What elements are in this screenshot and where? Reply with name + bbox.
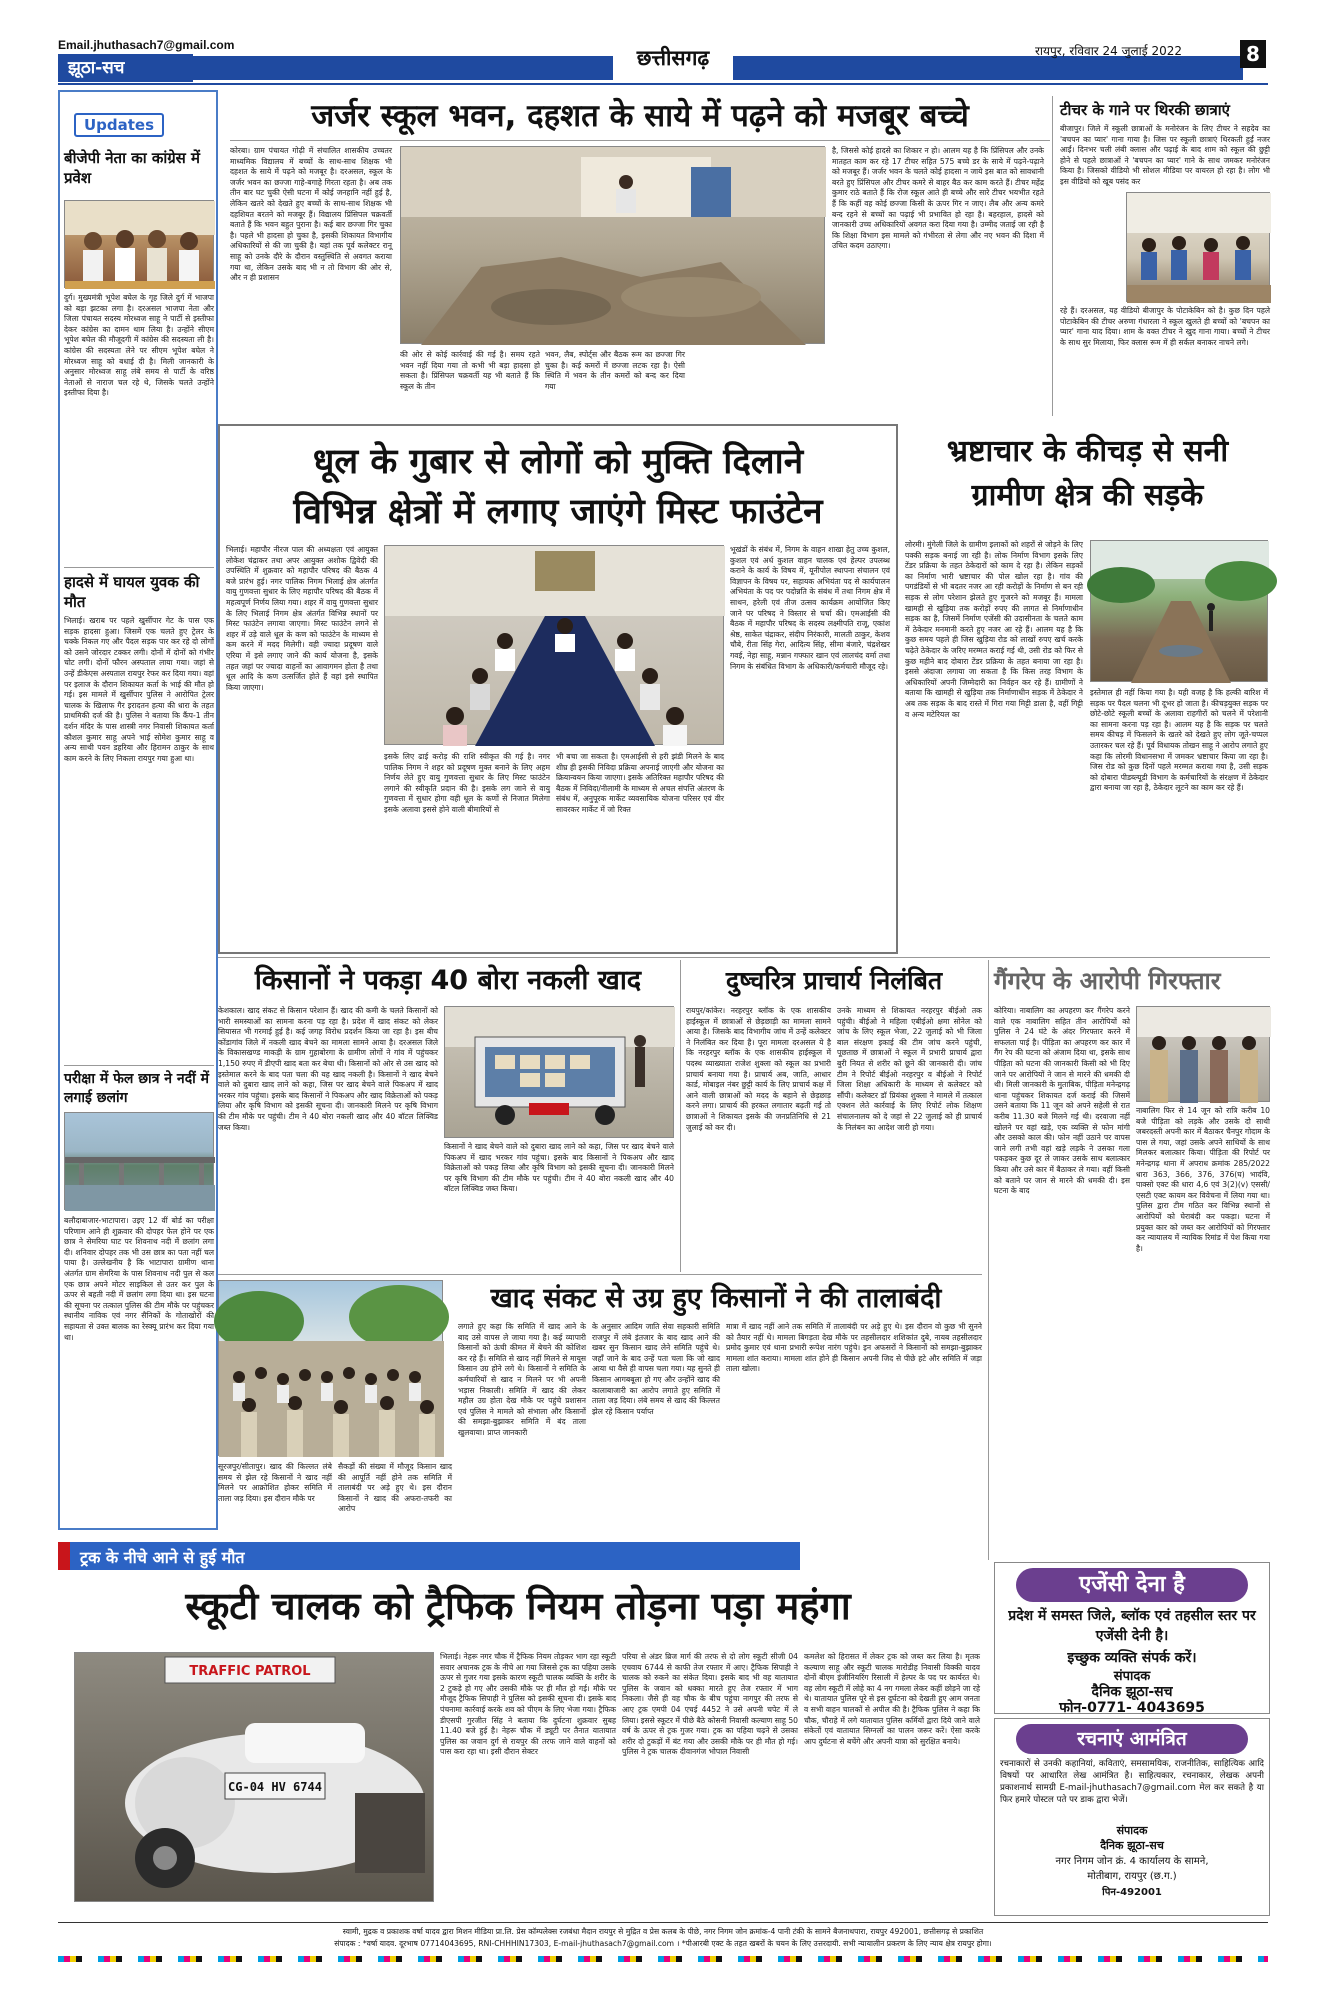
agency-title: एजेंसी देना है xyxy=(1016,1568,1248,1602)
teacher-dance-photo xyxy=(1126,192,1270,302)
rachna-contact-label: संपादक xyxy=(1116,1824,1148,1837)
teacher-body1-top: बीजापुर। जिले में स्कूली छात्राओं के मनोरंजन के लिए टीचर ने सहदेव का 'बचपन का प्यार' गाना गाया है। जिस पर स्कूली छात्राएं थिरकती हुईं नजर आईं। दिनभर चली लंबी क्लास और पढ़ाई के बाद शाम को स्कूल की छुट्टी होने से पहले छात्राओं ने 'बचपन का प्यार' गाने के साथ जमकर मनोरंजन किया है। जिसको वीडियो भी सोशल मीडिया पर वायरल हो रहा है। लोग भी इस वीडियो को खूब पसंद कर xyxy=(1060,124,1270,186)
kisan-col2: किसानों ने खाद बेचने वाले को दुबारा खाद लाने को कहा, जिस पर खाद बेचने वाले पिकअप में खाद भरकर गांव पहुंचा। इसके बाद किसानों ने पिकअप और खाद विक्रेताओं को पकड़ लिया और कृषि विभाग को इसकी सूचना दी। जानकारी मिलने पर कृषि विभाग की टीम मौके पर पहुंची। टीम ने 40 बोरा नकली खाद और 40 बॉटल लिक्विड जब्त किया। xyxy=(444,1142,674,1194)
accused-arrest-photo xyxy=(1136,1006,1270,1102)
principal-gangrape-divider xyxy=(988,960,989,1560)
roads-headline-line1: भ्रष्टाचार के कीचड़ से सनी xyxy=(946,434,1229,469)
khad-col2: सैकड़ों की संख्या में मौजूद किसान खाद की आपूर्ति नहीं होने तक समिति में तालाबंदी पर अड़े हुए थे। इस दौरान किसानों ने खाद की अफरा-तफरी का आरोप xyxy=(338,1462,452,1514)
updates-story2-headline: हादसे में घायल युवक की मौत xyxy=(64,573,200,611)
scooty-col2: परिया से अंडर ब्रिज मार्ग की तरफ से दो लोग स्कूटी सीजी 04 एचवाय 6744 से काफी तेज रफ्तार में आए। ट्रैफिक सिपाही ने चालक को रुकने का संकेत दिया। इसके बाद भी वह यातायात पुलिस के जवान को धक्का मारते हुए तेज रफ्तार में भाग निकला। जैसे ही वह चौक के बीच पहुंचा नागपुर की तरफ से आए ट्रक एमपी 04 एचई 4452 ने उसे अपनी चपेट में ले लिया। इससे स्कूटर में पीछे बैठे कोसनी निवासी कल्याण साहू 50 वर्ष के ऊपर से ट्रक गुजर गया। ट्रक का पहिया चढ़ने से उसका शरीर दो टुकड़ों में बंट गया और उसकी मौके पर ही मौत हो गई। पुलिस ने ट्रक चालक दीवानगंज भोपाल निवासी xyxy=(622,1652,798,1757)
rachna-title: रचनाएं आमंत्रित xyxy=(1016,1724,1248,1754)
rachna-pin: पिन-492001 xyxy=(1102,1887,1162,1898)
updates-story1-body: दुर्ग। मुख्यमंत्री भूपेश बघेल के गृह जिले दुर्ग में भाजपा को बड़ा झटका लगा है। दरअसल भाजपा नेता और जिला पंचायत सदस्य मोरध्वज साहू ने पार्टी से इस्तीफा देकर कांग्रेस का दामन थाम लिया है। उन्होंने सीएम भूपेश बघेल की मौजूदगी में कांग्रेस की सदस्यता ली है। कांग्रेस की सदस्यता लेने पर सीएम भूपेश बघेल ने मोरध्वज साहू को बधाई दी है। मिली जानकारी के अनुसार मोरध्वज साहू लंबे समय से पार्टी के वरिष्ठ नेताओं से नाराज चल रहे थे, जिसके चलते उन्होंने इस्तीफा दिया है। xyxy=(64,293,214,398)
updates-story2-body: भिलाई। खराब पर पहले खुर्सीपार गेट के पास एक सड़क हादसा हुआ। जिसमें एक चलते हुए ट्रेलर के चक्के निकल गए और पैदल सड़क पार कर रहे दो लोगों को उसने जोरदार टक्कर लगी। दोनों में दोनों को गंभीर चोट लगी। दोनों फौरन अस्पताल लाया गया। जहां से उन्हें डीकेएस अस्पताल रायपुर रेफर कर दिया गया। वहां पर इलाज के दौरान शिकायत कर्ता के भाई की मौत हो गई। इस मामले में खुर्सीपार पुलिस ने आरोपित ट्रेलर चालक के खिलाफ गैर इरादतन हत्या की धारा के तहत प्राथमिकी दर्ज की है। पुलिस ने बताया कि कैंप-1 तीन दर्शन मंदिर के पास शास्त्री नगर निवासी शिकायत कर्ता कौशल कुमार साहू अपने भाई सोमेश कुमार साहू व अन्य साथी पवन डहरिया और हिरामन ठाकुर के साथ काम करने के लिए निकला रायपुर गया हुआ था। xyxy=(64,616,214,763)
updates-divider-1 xyxy=(64,567,214,568)
kisan-headline: किसानों ने पकड़ा 40 बोरा नकली खाद xyxy=(254,965,642,996)
registration-marks xyxy=(58,1956,1268,1962)
mist-headline-line2: विभिन्न क्षेत्रों में लगाए जाएंगे मिस्ट फाउंटेन xyxy=(293,492,823,532)
scooty-col1: भिलाई। नेहरू नगर चौक में ट्रैफिक नियम तोड़कर भाग रहा स्कूटी सवार अचानक ट्रक के नीचे आ गया जिससे ट्रक का पहिया उसके ऊपर से गुजर गया इसके कारण स्कूटी चालक व्यक्ति के शरीर के 2 टुकड़े हो गए और उसकी मौके पर ही मौत हो गई। मौके पर मौजूद ट्रैफिक सिपाही ने पुलिस को इसकी सूचना दी। इसके बाद पंचनामा कार्रवाई करके शव को पीएम के लिए भेजा गया। ट्रैफिक डीएसपी गुरजीत सिंह ने बताया कि दुर्घटना शुक्रवार सुबह 11.40 बजे हुई है। नेहरू चौक में ड्यूटी पर तैनात यातायात पुलिस का जवान दुर्ग से रायपुर की तरफ जाने वाले वाहनों को पास करा रहा था। इसी दौरान सेक्टर xyxy=(440,1652,616,1757)
rachna-body: रचनाकारों से उनकी कहानियां, कविताएं, समसामयिक, राजनीतिक, साहित्यिक आदि विषयों पर आधारित लेख आमंत्रित है। साहित्यकार, रचनाकार, लेखक अपनी प्रकाशनार्थ सामग्री E-mail-jhuthasach7@gmail.com मेल कर सकते है या फिर हमारे पोस्टल पते पर डाक द्वारा भेजें। xyxy=(1000,1759,1264,1805)
scooty-accident-photo xyxy=(74,1652,434,1902)
khad-col5: मात्रा में खाद नहीं आने तक समिति में तालाबंदी पर अड़े हुए थे। इस दौरान वो कुछ भी सुनने को तैयार नहीं थे। मामला बिगड़ता देख मौके पर तहसीलदार शशिकांत दुबे, नायब तहसीलदार प्रमोद कुमार एवं थाना प्रभारी रूपेश नारंग पहुंचे। इन अफसरों ने किसानों को समझा-बुझाकर मामला शांत कराया। मामला शांत होने ही किसान अपनी जिद से पीछे हटे और समिति में जड़ा ताला खोला। xyxy=(726,1322,982,1374)
teacher-headline: टीचर के गाने पर थिरकी छात्राएं xyxy=(1060,101,1230,119)
roads-headline-line2: ग्रामीण क्षेत्र की सड़के xyxy=(971,478,1204,513)
kisan-col1: केशकाल। खाद संकट से किसान परेशान हैं। खाद की कमी के चलते किसानों को भारी समस्याओं का सामना करना पड़ रहा है। प्रदेश में खाद संकट को लेकर सियासत भी गरमाई हुई है। कई जगह विरोध प्रदर्शन किया जा रहा है। इस बीच कोंडागांव जिले में नकली खाद बेचने का मामला सामने आया है। दरअसल जिले के विकासखण्ड माकड़ी के ग्राम गुहाबोरगा के ग्रामीण लोगों ने गांव में पहुंचकर 1,150 रुपए में डीएपी खाद बता कर बेचा थी। किसानों को ओर से उस खाद को इस्तेमाल करने के बाद पता चला की यह खाद नकली है। किसानों ने खाद बेचने वाले को दुबारा खाद लाने को कहा, जिस पर खाद बेचने वाले पिकअप में खाद भरकर गांव पहुंचा। इसके बाद किसानों ने पिकअप और खाद विक्रेताओं को पकड़ लिया और कृषि विभाग को इसकी सूचना दी। जानकारी मिलने पर कृषि विभाग की टीम मौके पर पहुंची। टीम ने 40 बोरा नकली खाद और 40 बॉटल लिक्विड जब्त किया। xyxy=(218,1006,438,1132)
lead-col4: है, जिससे कोई हादसे का शिकार न हो। आलम यह है कि प्रिंसिपल और उनके मातहत काम कर रहे 17 टीचर सहित 575 बच्चे डर के साये में पढ़ने-पढ़ाने को मजबूर हैं। जर्जर भवन के चलते कोई हादसा न जाये इस बात को सावधानी बरते हुए प्रिंसिपल और टीचर कमरे से बाहर बैठ कर काम करते हैं। टीचर महेंद्र कुमार राठे बताते हैं कि रोज स्कूल आते ही बच्चे और सारे टीचर भयभीत रहते हैं कि कहीं वह कोई छज्जा किसी के ऊपर गिर न जाए। लैब और अन्य कमरे बन्द रहने से बच्चों का पढ़ाई भी प्रभावित हो रहा है। बहरहाल, हादसे को जानकारी उच्च अधिकारियों अवगत करा दिया गया है। उम्मीद जताई जा रही है कि शिक्षा विभाग इस मामले को गंभीरता से लेगा और नए भवन की दिशा में उचित कदम उठाएगा। xyxy=(832,146,1044,251)
lead-col3: भवन, लैब, स्पोर्ट्स और बैठक रूम का छज्जा गिर चुका है। कई कमरों में छज्जा लटक रहा है। ऐसी स्थिति में भवन के तीन कमरों को बन्द कर दिया गया xyxy=(545,350,685,391)
kisan-principal-divider xyxy=(680,960,681,1272)
lead-rule xyxy=(230,140,1050,141)
mist-col3: भी बचा जा सकता है। एमआईसी से हरी झंडी मिलने के बाद शीघ्र ही इसकी निविदा प्रक्रिया अपनाई जाएगी और योजना का क्रियान्वयन किया जाएगा। इसके अतिरिक्त महापौर परिषद की बैठक में निविदा/नीलामी के माध्यम से अचल संपत्ति अंतरण के संबंध में, अनुपूरक मार्केट व्यवसायिक योजना परिसर एवं वीर सावरकर मार्केट में जो रिक्त xyxy=(556,752,724,814)
gangrape-col1-rest xyxy=(994,1150,1130,1556)
muddy-road-photo xyxy=(1090,540,1268,682)
footer-line1: स्वामी, मुद्रक व प्रकाशक वर्षा यादव द्वारा मिशन मीडिया प्रा.लि. प्रेस कॉम्पलेक्स रजबंधा मैदान रायपुर से मुद्रित व प्रेस कलब के पीछे, नगर निगम जोन क्रमांक-4 पानी टंकी के सामने बैजनाथपारा, रायपुर 492001, छत्तीसगढ़ से प्रकाशित xyxy=(342,1927,984,1936)
scooty-photo-sign: TRAFFIC PATROL xyxy=(189,1664,311,1679)
lead-headline: जर्जर स्कूल भवन, दहशत के साये में पढ़ने को मजबूर बच्चे xyxy=(311,98,969,134)
scooty-photo-plate: CG-04 HV 6744 xyxy=(228,1780,322,1794)
khad-col4: के अनुसार आदिम जाति सेवा सहकारी समिति राजपुर में लंबे इंतजार के बाद खाद आने की खबर सुन किसान खाद लेने समिति पहुंचे थे। जहाँ जाने के बाद उन्हें पता चला कि जो खाद आया था वैसे ही वापस चला गया। यह सुनते ही किसान आगबबूला हो गए और उन्होंने खाद की कालाबाजारी का आरोप लगाते हुए समिति में ताला जड़ दिया। लंबे समय से खाद की किल्लत झेल रहे किसान पर्याप्त xyxy=(592,1322,720,1416)
updates-tag: Updates xyxy=(74,113,164,137)
masthead-paper-name: झूठा-सच xyxy=(58,54,193,82)
agency-contact-name: दैनिक झूठा-सच xyxy=(1091,1684,1173,1700)
footer-rule xyxy=(58,1922,1268,1923)
agency-phone: फोन-0771- 4043695 xyxy=(1059,1700,1205,1716)
principal-col1: रायपुर/कांकेर। नरहरपुर ब्लॉक के एक शासकीय हाईस्कूल में छात्राओं से छेड़छाड़ी का मामला सामने आया है। जिसके बाद विभागीय जांच में उन्हें कलेक्टर ने निलंबित कर दिया है। पूरा मामला दरअसल ये है कि नरहरपुर ब्लॉक के एक शासकीय हाईस्कूल में पदस्थ व्याख्याता राजेश शुक्ला को स्कूल का प्रभारी प्राचार्य बनाया गया है। प्राचार्य अब, जाति, आधार कार्ड, मोबाइल नंबर छुट्टी कार्य के लिए प्राचार्य कक्ष में आने वाली छात्राओं को मदद के बहाने से छेड़छाड़ करने लगा। प्राचार्य की हरकत लगातार बढ़ती गई तो छात्राओं ने शिकायत इसके की जनप्रतिनिधि से 21 जुलाई को कर दी। xyxy=(686,1006,831,1132)
roads-col1: लोरमी। मुंगेली जिले के ग्रामीण इलाकों को शहरों से जोड़ने के लिए पक्की सड़क बनाई जा रही है। लोक निर्माण विभाग इसके लिए टेंडर प्रक्रिया के तहत ठेकेदारों को काम दे रहा है। लेकिन सड़कों का निर्माण भारी भ्रष्टाचार की पोल खोल रहा है। गांव की पगडंडियों से भी बदतर नजर आ रही करोड़ों के निर्माण से बन रही सड़क से लोग परेशान झेलते हुए गुजरने को मजबूर हैं। मामला खामही से खुड़िया तक करोड़ों रुपए की लागत से निर्माणाधीन सड़क का है, जिसमें निर्माण एजेंसी की उदासीनता के चलते काम में ठेकेदार मनमानी करते हुए नजर आ रहे हैं। आलम यह है कि कुछ समय पहले ही जिस खुड़िया रोड को लाखों रुपए खर्च करके चढ़ेते ठेकेदार के जरिए मरम्मत कराई गई थी, उसी रोड को फिर से कुछ महीने बाद दोबारा टेंडर प्रक्रिया के तहत बनाया जा रहा है। इससे अंदाजा लगाया जा सकता है कि किस तरह विभाग के अधिकारियों अपनी जिम्मेदारी का निर्वहन कर रहे हैं। ग्रामीणों ने बताया कि खामही से खुड़िया तक निर्माणाधीन सड़क में ठेकेदार ने अब तक सड़क के बाद रास्ते में गिरा गया मिट्टी डाला है, वहीं गिट्टी व अन्य मटेरियल का xyxy=(905,540,1083,719)
river-bridge-photo xyxy=(64,1112,214,1210)
lead-col1: कोरबा। ग्राम पंचायत गोढ़ी में संचालित शासकीय उच्चतर माध्यमिक विद्यालय में बच्चों के साथ-साथ शिक्षक भी दहशत के साये में पढ़ने को मजबूर है। दरअसल, स्कूल के जर्जर भवन का छज्जा गाहे-बगाहे गिरता रहता है। अब तक तीन बार घट चुकी ऐसी घटना में कोई जनहानि नहीं हुई है, लेकिन खतरे को देखते हुए बच्चों के साथ-साथ शिक्षक भी दहशियत बरतने को मजबूर हैं। विद्यालय प्रिंसिपल चक्रवर्ती बताते हैं कि भवन बहुत पुराना है। कई बार छज्जा गिर चुका है। पहले भी हादसा हो चुका है, इसकी शिकायत विभागीय अधिकारियों से की जा चुकी है। यहां तक पूर्व कलेक्टर रानू साहू को उनके दौरे के दौरान वस्तुस्थिति से अवगत कराया गया था, लेकिन उसके बाद भी न तो विभाग की ओर से, और न ही प्रशासन xyxy=(230,146,392,283)
meeting-photo xyxy=(384,545,724,745)
roads-col2: इस्तेमाल ही नहीं किया गया है। यही वजह है कि हल्की बारिश में सड़क पर पैदल चलना भी दूभर हो जाता है। कीचड़युक्त सड़क पर छोटे-छोटे स्कूली बच्चों के अलावा राहगीरों को चलने में परेशानी का सामना करना पड़ रहा है। आलम यह है कि सड़क पर चलते समय कीचड़ में फिसलने के खतरे को देखते हुए लोग जूते-चप्पल उतारकर चल रहे हैं। पूर्व विधायक तोखन साहू ने आरोप लगाते हुए कहा कि लोरमी विधानसभा में जमकर भ्रष्टाचार किया जा रहा है। जिस रोड को कुछ दिनों पहले मरम्मत कराया गया है, उसी सड़क को दोबारा पीडब्ल्यूडी विभाग के कर्मचारियों के संरक्षण में ठेकेदार द्वारा बनाया जा रहा है, ठेकेदार लूटने का काम कर रहे हैं। xyxy=(1090,688,1268,793)
gangrape-headline: गैंगरेप के आरोपी गिरफ्तार xyxy=(994,967,1221,995)
footer-line2: संपादक : *वर्षा यादव. दूरभाष 07714043695, RNI-CHHHIN17303, E-mail-jhuthasach7@gmail.com । *पीआरबी एक्ट के तहत खबरों के चयन के लिए उत्तरदायी. सभी न्यायालीन प्रकरण के लिए न्याय क्षेत्र रायपुर होगा। xyxy=(334,1939,992,1948)
principal-headline: दुष्चरित्र प्राचार्य निलंबित xyxy=(725,966,943,995)
masthead-bar-right xyxy=(733,56,1243,80)
gangrape-col2: नाबालिग फिर से 14 जून को रात्रि करीब 10 बजे पीड़िता को लड़के और उसके दो साथी जबरदस्ती अपनी कार में बैठाकर चैनपुर गोदाम के पास ले गया, जहां उसके अपने साथियों के साथ मिलकर बलात्कार किया। पीड़िता की रिपोर्ट पर मनेन्द्रगढ़ थाना में अपराध क्रमांक 285/2022 धारा 363, 366, 376, 376(घ) भादंवि, पाक्सो एक्ट की धारा 4,6 एवं 3(2)(v) एससी/एसटी एक्ट कायम कर विवेचना में लिया गया था। पुलिस द्वारा टीम गठित कर विभिन्न स्थानों से आरोपियों को घेराबंदी कर पकड़ा। घटना में प्रयुक्त कार को जब्त कर आरोपियों को गिरफ्तार कर न्यायालय में न्यायिक रिमांड में पेश किया गया है। xyxy=(1136,1106,1270,1253)
masthead-email: Email.jhuthasach7@gmail.com xyxy=(58,38,235,52)
rachna-address2: मोतीबाग, रायपुर (छ.ग.) xyxy=(1087,1871,1177,1882)
rachna-address1: नगर निगम जोन क्रं. 4 कार्यालय के सामने, xyxy=(1055,1856,1209,1867)
khad-col1: सूरजपुर/सीतापुर। खाद की किल्लत लंबे समय से झेल रहे किसानों ने खाद नहीं मिलने पर आक्रोशित होकर समिति में ताला जड़ दिया। इस दौरान मौके पर xyxy=(218,1462,332,1503)
scooty-kicker: ट्रक के नीचे आने से हुई मौत xyxy=(80,1548,245,1567)
teacher-body2: रहे हैं। दरअसल, यह वीडियो बीजापुर के पोटाकेबिन को है। कुछ दिन पहले पोटाकेबिन की टीचर अरुणा गंधारला ने स्कूल खुलते ही बच्चों को 'बचपन का प्यार' गाना याद दिया। शाम के वक्त टीचर ने खुद गाना गाया। बच्चों ने टीचर के साथ सुर मिलाया, फिर क्लास रूम में ही सर्कल बनाकर नाचने लगे। xyxy=(1060,306,1270,347)
scooty-headline: स्कूटी चालक को ट्रैफिक नियम तोड़ना पड़ा महंगा xyxy=(185,1584,851,1628)
agency-line1: प्रदेश में समस्त जिले, ब्लॉक एवं तहसील स्तर पर एजेंसी देनी है। xyxy=(1008,1608,1256,1644)
masthead-section: छत्तीसगढ़ xyxy=(636,46,710,70)
fake-fertilizer-truck-photo xyxy=(444,1006,674,1138)
khad-col3: लगाते हुए कहा कि समिति में खाद आने के बाद उसे वापस ले जाया गया है। कई व्यापारी किसानों को ऊंची कीमत में बेचने की कोशिश कर रहे हैं। समिति से खाद नहीं मिलने से मायूस किसान उग्र होने लगे थे। किसानों ने समिति के कर्मचारियों से खाद न मिलने पर भी अपनी भड़ास निकाली। समिति में खाद की लेकर महौल उग्र होता देख मौके पर पहुंचे प्रशासन एवं पुलिस ने मामले को संभाला और किसानों की समझा-बुझाकर समिति में बंद ताला खुलवाया। प्राप्त जानकारी xyxy=(458,1322,586,1437)
bjp-leader-photo xyxy=(64,200,214,288)
teacher-body1-side xyxy=(1060,193,1122,308)
scooty-col3: कमलेश को हिरासत में लेकर ट्रक को जब्त कर लिया है। मृतक कल्याण साहू और स्कूटी चालक मारोडीह निवासी विक्की यादव दोनों बीएम इंजीनियरिंग रिसाली में हेल्पर के पद पर कार्यरत थे। वह लोग स्कूटी में लोहे का 4 नग गमला लेकर कहीं छोड़ने जा रहे थे। यातायात पुलिस पूरे से इस दुर्घटना को देखती हुए आम जनता व सभी वाहन चालकों से अपील की है। ट्रैफिक पुलिस ने कहा कि चौक, चौराहे में लगे यातायात पुलिस कर्मियों द्वारा दिये जाने वाले संकेतों एवं यातायात सिग्नलों का पालन जरूर करें। ऐसा करके आप दुर्घटना से बचेंगे और अपनी यात्रा को सुरक्षित बनाये। xyxy=(804,1652,980,1746)
updates-story3-headline: परीक्षा में फेल छात्र ने नदीं में लगाई छलांग xyxy=(64,1071,210,1106)
lead-col4-tail xyxy=(690,350,826,382)
agency-contact-label: संपादक xyxy=(1113,1669,1151,1684)
rachna-contact-name: दैनिक झूठा-सच xyxy=(1100,1839,1164,1852)
mist-col4: भूखंडों के संबंध में, निगम के वाहन शाखा हेतु उच्च कुशल, कुशल एवं अर्ध कुशल वाहन चालक एवं हेल्पर उपलब्ध कराने के कार्य के विषय में, यूनीपोल स्थापना संचालन एवं विज्ञापन के विषय पर, सहायक अभियंता पद से कार्यपालन अभियंता के पद पर पदोन्नति के संबंध में तथा निगम क्षेत्र में साथन, हरेली एवं तीज उत्सव कार्यक्रम आयोजित किए जाने पर परिषद ने विस्तार से चर्चा की। एमआईसी की बैठक में महापौर परिषद के सदस्य लक्ष्मीपति राजू, एकांश श्रेष्ठ, साकेत चंद्राकर, संदीप निरंकारी, मालती ठाकुर, केशव चौबे, रीता सिंह गेरा, आदित्य सिंह, सीमा बंजारे, चंद्रशेखर गवई, नेहा साहू, मन्नान गफ्फार खान एवं लालचंद वर्मा तथा निगम के संबंधित विभाग के अधिकारी/कर्मचारी मौजूद रहे। xyxy=(730,545,890,671)
agency-line2: इच्छुक व्यक्ति संपर्क करें। xyxy=(1067,1650,1197,1666)
gangrape-col1-top: कोरिया। नाबालिग का अपहरण कर गैंगरेप करने वाले एक नाबालिग सहित तीन आरोपियों को पुलिस ने 24 घंटे के अंदर गिरफ्तार करने में सफलता पाई है। पीड़िता का अपहरण कर कार में गैंग रेप की घटना को अंजाम दिया था, इसके साथ पीड़िता को घटना की जानकारी किसी को भी दिए जाने पर आरोपियों ने जान से मारने की धमकी दी थी। मिली जानकारी के मुताबिक, पीड़िता मनेन्द्रगढ़ थाना पहुंचकर शिकायत दर्ज कराई की जिसमें उसने बताया कि 11 जून को अपने सहेली से रात करीब 11.30 बजे मिलने गई थी। दरवाजा नहीं खोलने पर वहां खड़े, एक व्यक्ति से फोन मांगी और उसको काल की। फोन नहीं उठाने पर वापस जाने लगी तभी वहां खड़े लड़के ने उसका गला पकड़कर कुछ दूर ले जाकर उसके साथ बलात्कार किया और उसे कार में बैठाकर ले गया। वहीं किसी को बताने पर जान से मारने की धमकी दी। इस घटना के बाद xyxy=(994,1006,1130,1196)
farmers-protest-photo xyxy=(218,1280,443,1456)
mist-headline-line1: धूल के गुबार से लोगों को मुक्ति दिलाने xyxy=(312,442,804,482)
scooty-kicker-accent xyxy=(58,1542,70,1570)
updates-story1-headline: बीजेपी नेता का कांग्रेस में प्रवेश xyxy=(64,149,201,187)
masthead-bar-left xyxy=(193,56,613,80)
updates-story3-body: बलौदाबाजार-भाटापारा। उइए 12 वीं बोर्ड का परीक्षा परिणाम आने ही शुक्रवार की दोपहर फेल होने पर एक छात्र ने सेमरिया घाट पर शिवनाथ नदी में छलांग लगा दी। शनिवार दोपहर तक भी उस छात्र का पता नहीं चल पाया है। उल्लेखनीय है कि भाटापारा ग्रामीण थाना अंतर्गत ग्राम सेमरिया के पास शिवनाथ नदी पुल से कल एक छात्र अपने मोटर साइकिल से उतर कर पुल के ऊपर से बहती नदी में छलांग लगा दिया था। इस घटना की सूचना पर तत्काल पुलिस की टीम मौके पर पहुंचकर स्थानीय नाविक एवं नगर सैनिकों के गोताखोरों की सहायता से उक्त बालक का रेस्क्यू प्रारंभ कर दिया गया था। xyxy=(64,1216,214,1342)
updates-divider-2 xyxy=(64,1065,214,1066)
page-number: 8 xyxy=(1240,40,1266,68)
masthead-rule xyxy=(58,83,1268,85)
masthead-date: रायपुर, रविवार 24 जुलाई 2022 xyxy=(1035,44,1182,58)
teacher-divider xyxy=(1052,96,1053,416)
row3-rule xyxy=(218,957,1270,958)
school-debris-photo xyxy=(400,146,825,344)
lead-col2: की ओर से कोई कार्रवाई की गई है। समय रहते भवन नहीं दिया गया तो कभी भी बड़ा हादसा हो सकता है। प्रिंसिपल चक्रवर्ती यह भी बताते हैं कि स्कूल के तीन xyxy=(400,350,540,391)
mist-col1: भिलाई। महापौर नीरज पाल की अध्यक्षता एवं आयुक्त लोकेश चंद्राकर तथा अपर आयुक्त अशोक द्विवेदी की उपस्थिति में शुक्रवार को महापौर परिषद की बैठक 4 बजे प्रारंभ हुई। नगर पालिक निगम भिलाई क्षेत्र अंतर्गत वायु गुणवत्ता सुधार के लिए महापौर परिषद की बैठक में महत्वपूर्ण निर्णय लिया गया। शहर में वायु गुणवत्ता सुधार के लिए भिलाई निगम क्षेत्र अंतर्गत विभिन्न स्थानों पर मिस्ट फाउंटेन लगाया जाएगा। मिस्ट फाउंटेन लगने से शहर में उड़े वाले धूल के कण को फाउंटेन के माध्यम से कम करने में मदद मिलेगी। वही ज्यादा प्रदूषण वाले एरिया में इसे लगाए जाने की कार्य योजना है, इसके तहत जहां पर ज्यादा वाहनों का आवागमन होता है तथा धूल आदि के कण उत्सर्जित होते हैं वहां इसे स्थापित किया जाएगा। xyxy=(226,545,378,692)
mist-col2: इसके लिए ढाई करोड़ की राशि स्वीकृत की गई है। नगर पालिक निगम ने शहर को प्रदूषण मुक्त बनाने के लिए अहम निर्णय लेते हुए वायु गुणवत्ता सुधार के लिए मिस्ट फाउंटेन लगाने की स्वीकृति प्रदान की है। इसके लग जाने से वायु गुणवत्ता में सुधार होगा वही धूल के कणों से निजात मिलेगा इसके अलावा इससे होने वाली बीमारियों से xyxy=(384,752,550,814)
principal-col2: उनके माध्यम से शिकायत नरहरपुर बीईओ तक पहुंची। बीईओ ने महिला एबीईओ क्षमा सोनेल को जांच के लिए स्कूल भेजा, 22 जुलाई को भी जिला बाल संरक्षण इकाई की टीम जांच करने पहुंची, पूछताछ में छात्राओं ने स्कूल में प्रभारी प्राचार्य द्वारा बुरी नियत से शरीर को छूने की जानकारी दी। जांच टीम ने रिपोर्ट बीईओ नरहरपुर व बीईओ ने रिपोर्ट जिला शिक्षा अधिकारी के माध्यम से कलेक्टर को सौंपी। कलेक्टर डॉ प्रियंका शुक्ला ने मामले में तत्काल एक्शन लेते कार्रवाई के लिए रिपोर्ट लोक शिक्षण संचालनालय को दे जहां से 22 जुलाई को ही प्राचार्य के निलंबन का आदेश जारी हो गया। xyxy=(837,1006,982,1132)
row4-rule xyxy=(218,1274,982,1275)
khad-headline: खाद संकट से उग्र हुए किसानों ने की तालाबंदी xyxy=(490,1283,942,1314)
